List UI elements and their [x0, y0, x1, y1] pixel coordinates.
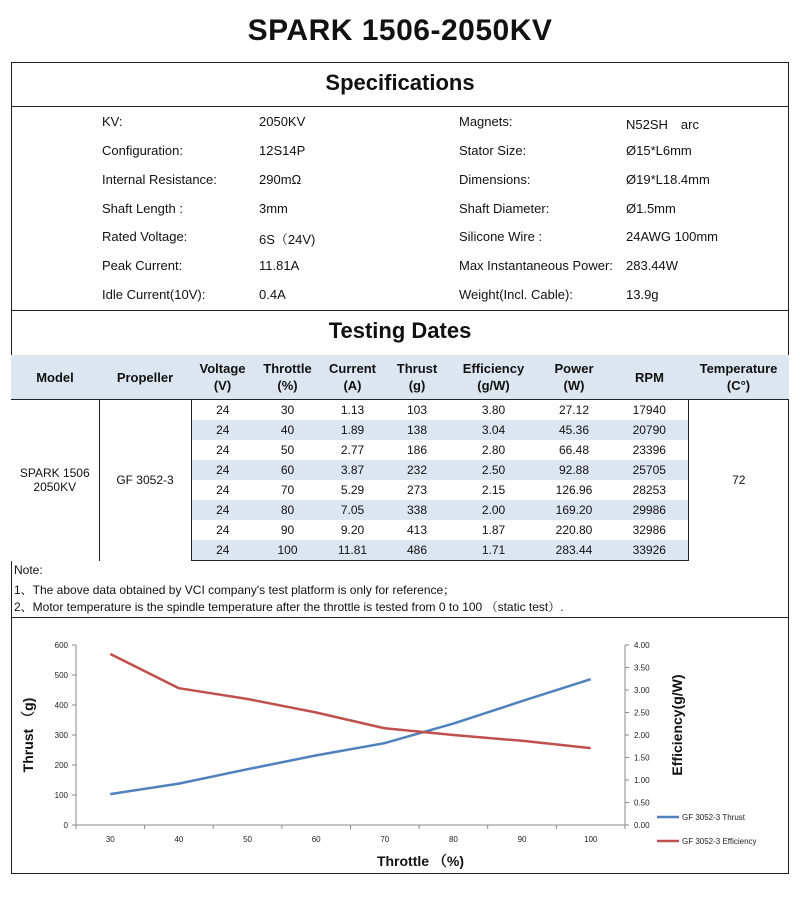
power-cell: 92.88 — [537, 460, 611, 480]
spec-label: Magnets: — [459, 114, 513, 129]
header-propeller: Propeller — [99, 355, 191, 400]
spec-value: 11.81A — [259, 258, 300, 273]
y2-tick-label: 4.00 — [634, 641, 650, 650]
power-cell: 27.12 — [537, 400, 611, 421]
efficiency-cell: 3.04 — [450, 420, 537, 440]
x-tick-label: 80 — [448, 835, 458, 844]
spec-label: Shaft Length : — [102, 201, 183, 216]
spec-label: Weight(Incl. Cable): — [459, 287, 573, 302]
rpm-cell: 20790 — [611, 420, 688, 440]
voltage-cell: 24 — [216, 443, 230, 457]
x-tick-label: 30 — [105, 835, 115, 844]
header-voltage: Voltage (V) — [191, 355, 254, 400]
legend-label: GF 3052-3 Thrust — [682, 813, 745, 822]
voltage-cell: 24 — [191, 540, 254, 561]
propeller-cell: GF 3052-3 — [99, 400, 191, 561]
thrust-cell: 103 — [384, 400, 450, 421]
note-line-2: 2、Motor temperature is the spindle temperature after the throttle is tested from 0 to 100 （static test）. — [14, 600, 564, 614]
y-tick-label: 600 — [54, 641, 68, 650]
power-cell: 220.80 — [555, 523, 593, 537]
rpm-cell: 29986 — [611, 500, 688, 520]
spec-value: 12S14P — [259, 143, 306, 158]
thrust-cell: 338 — [384, 500, 450, 520]
header-model: Model — [11, 355, 99, 400]
throttle-cell: 40 — [254, 420, 321, 440]
spec-label: Peak Current: — [102, 258, 183, 273]
thrust-cell: 273 — [406, 483, 428, 497]
efficiency-cell: 2.80 — [481, 443, 506, 457]
spec-value: 0.4A — [259, 287, 286, 302]
spec-value: Ø19*L18.4mm — [626, 172, 710, 187]
thrust-efficiency-chart — [12, 618, 788, 873]
voltage-cell: 24 — [216, 483, 230, 497]
power-cell: 126.96 — [555, 483, 593, 497]
throttle-cell: 100 — [254, 540, 321, 561]
y2-tick-label: 3.50 — [634, 663, 650, 673]
power-cell: 66.48 — [558, 443, 590, 457]
y-tick-label: 200 — [54, 761, 68, 770]
header-throttle: Throttle (%) — [254, 355, 321, 400]
spec-value: Ø15*L6mm — [626, 143, 692, 158]
x-tick-label: 40 — [174, 835, 184, 844]
current-cell: 5.29 — [340, 483, 365, 497]
throttle-cell: 60 — [254, 460, 321, 480]
thrust-cell: 486 — [384, 540, 450, 561]
x-tick-label: 90 — [517, 835, 527, 844]
y-tick-label: 100 — [54, 791, 68, 800]
header-thrust: Thrust (g) — [384, 355, 450, 400]
spec-value: 24AWG 100mm — [626, 229, 718, 244]
table-row — [11, 400, 789, 421]
rpm-cell: 33926 — [611, 540, 688, 561]
spec-label: Shaft Diameter: — [459, 201, 550, 216]
y-tick-label: 500 — [54, 671, 68, 680]
y2-tick-label: 2.00 — [634, 731, 650, 740]
efficiency-cell: 1.71 — [450, 540, 537, 561]
voltage-cell: 24 — [216, 523, 230, 537]
throttle-cell: 50 — [280, 443, 295, 457]
thrust-cell: 138 — [384, 420, 450, 440]
specifications-heading: Specifications — [325, 70, 475, 95]
x-tick-label: 50 — [243, 835, 253, 844]
rpm-cell: 25705 — [611, 460, 688, 480]
spec-value: 283.44W — [626, 258, 679, 273]
temperature-cell: 72 — [688, 400, 789, 561]
thrust-line — [110, 679, 590, 794]
testing-table — [11, 355, 789, 561]
current-cell: 2.77 — [340, 443, 365, 457]
x-tick-label: 100 — [584, 835, 598, 844]
y-tick-label: 400 — [54, 701, 68, 710]
spec-value: 290mΩ — [259, 172, 302, 187]
rpm-cell: 28253 — [632, 483, 666, 497]
y2-tick-label: 0.00 — [634, 821, 650, 830]
y2-tick-label: 2.50 — [634, 708, 650, 718]
thrust-cell: 413 — [406, 523, 428, 537]
throttle-cell: 90 — [280, 523, 295, 537]
header-rpm: RPM — [611, 355, 688, 400]
spec-label: Configuration: — [102, 143, 183, 158]
y-tick-label: 300 — [54, 731, 68, 740]
efficiency-cell: 3.80 — [450, 400, 537, 421]
spec-label: Dimensions: — [459, 172, 531, 187]
current-cell: 1.13 — [321, 400, 384, 421]
current-cell: 3.87 — [321, 460, 384, 480]
current-cell: 11.81 — [321, 540, 384, 561]
thrust-cell: 232 — [384, 460, 450, 480]
current-cell: 7.05 — [321, 500, 384, 520]
header-temperature: Temperature (C°) — [688, 355, 789, 400]
spec-label: Rated Voltage: — [102, 229, 188, 244]
x-axis-title: Throttle （%) — [376, 853, 465, 869]
spec-label: Max Instantaneous Power: — [459, 258, 613, 273]
voltage-cell: 24 — [191, 460, 254, 480]
spec-value: 3mm — [259, 201, 288, 216]
spec-value: N52SH arc — [626, 117, 699, 132]
header-current: Current (A) — [321, 355, 384, 400]
current-cell: 9.20 — [340, 523, 365, 537]
efficiency-cell: 1.87 — [481, 523, 506, 537]
divider — [11, 106, 789, 107]
y-axis-title: Thrust （g) — [20, 697, 36, 773]
voltage-cell: 24 — [191, 500, 254, 520]
voltage-cell: 24 — [191, 420, 254, 440]
spec-label: Silicone Wire : — [459, 229, 543, 244]
power-cell: 169.20 — [537, 500, 611, 520]
y2-tick-label: 1.50 — [634, 753, 650, 763]
note-title: Note: — [14, 563, 43, 577]
rpm-cell: 32986 — [632, 523, 666, 537]
y2-tick-label: 0.50 — [634, 798, 650, 808]
spec-value: 13.9g — [626, 287, 659, 302]
spec-label: Stator Size: — [459, 143, 527, 158]
spec-value: Ø1.5mm — [626, 201, 676, 216]
spec-value: 2050KV — [259, 114, 306, 129]
current-cell: 1.89 — [321, 420, 384, 440]
model-cell: SPARK 1506 2050KV — [11, 400, 99, 561]
efficiency-cell: 2.50 — [450, 460, 537, 480]
note-line-1: 1、The above data obtained by VCI company's test platform is only for reference； — [14, 583, 456, 597]
efficiency-cell: 2.15 — [481, 483, 506, 497]
throttle-cell: 30 — [254, 400, 321, 421]
divider — [11, 310, 789, 311]
page-title: SPARK 1506-2050KV — [247, 14, 553, 47]
thrust-cell: 186 — [406, 443, 428, 457]
header-efficiency: Efficiency (g/W) — [450, 355, 537, 400]
efficiency-cell: 2.00 — [450, 500, 537, 520]
rpm-cell: 23396 — [632, 443, 666, 457]
spec-label: Internal Resistance: — [102, 172, 217, 187]
y2-tick-label: 1.00 — [634, 776, 650, 785]
spec-label: Idle Current(10V): — [102, 287, 206, 302]
table-header-row — [11, 355, 789, 400]
x-tick-label: 70 — [380, 835, 390, 844]
y-tick-label: 0 — [63, 821, 68, 830]
spec-label: KV: — [102, 114, 123, 129]
y2-tick-label: 3.00 — [634, 686, 650, 695]
power-cell: 283.44 — [537, 540, 611, 561]
throttle-cell: 70 — [280, 483, 295, 497]
legend-label: GF 3052-3 Efficiency — [682, 837, 757, 846]
x-tick-label: 60 — [311, 835, 321, 844]
throttle-cell: 80 — [254, 500, 321, 520]
voltage-cell: 24 — [191, 400, 254, 421]
header-power: Power (W) — [537, 355, 611, 400]
y2-axis-title: Efficiency(g/W) — [669, 674, 685, 776]
testing-heading: Testing Dates — [328, 318, 472, 343]
spec-value: 6S（24V) — [259, 232, 316, 247]
rpm-cell: 17940 — [611, 400, 688, 421]
power-cell: 45.36 — [537, 420, 611, 440]
